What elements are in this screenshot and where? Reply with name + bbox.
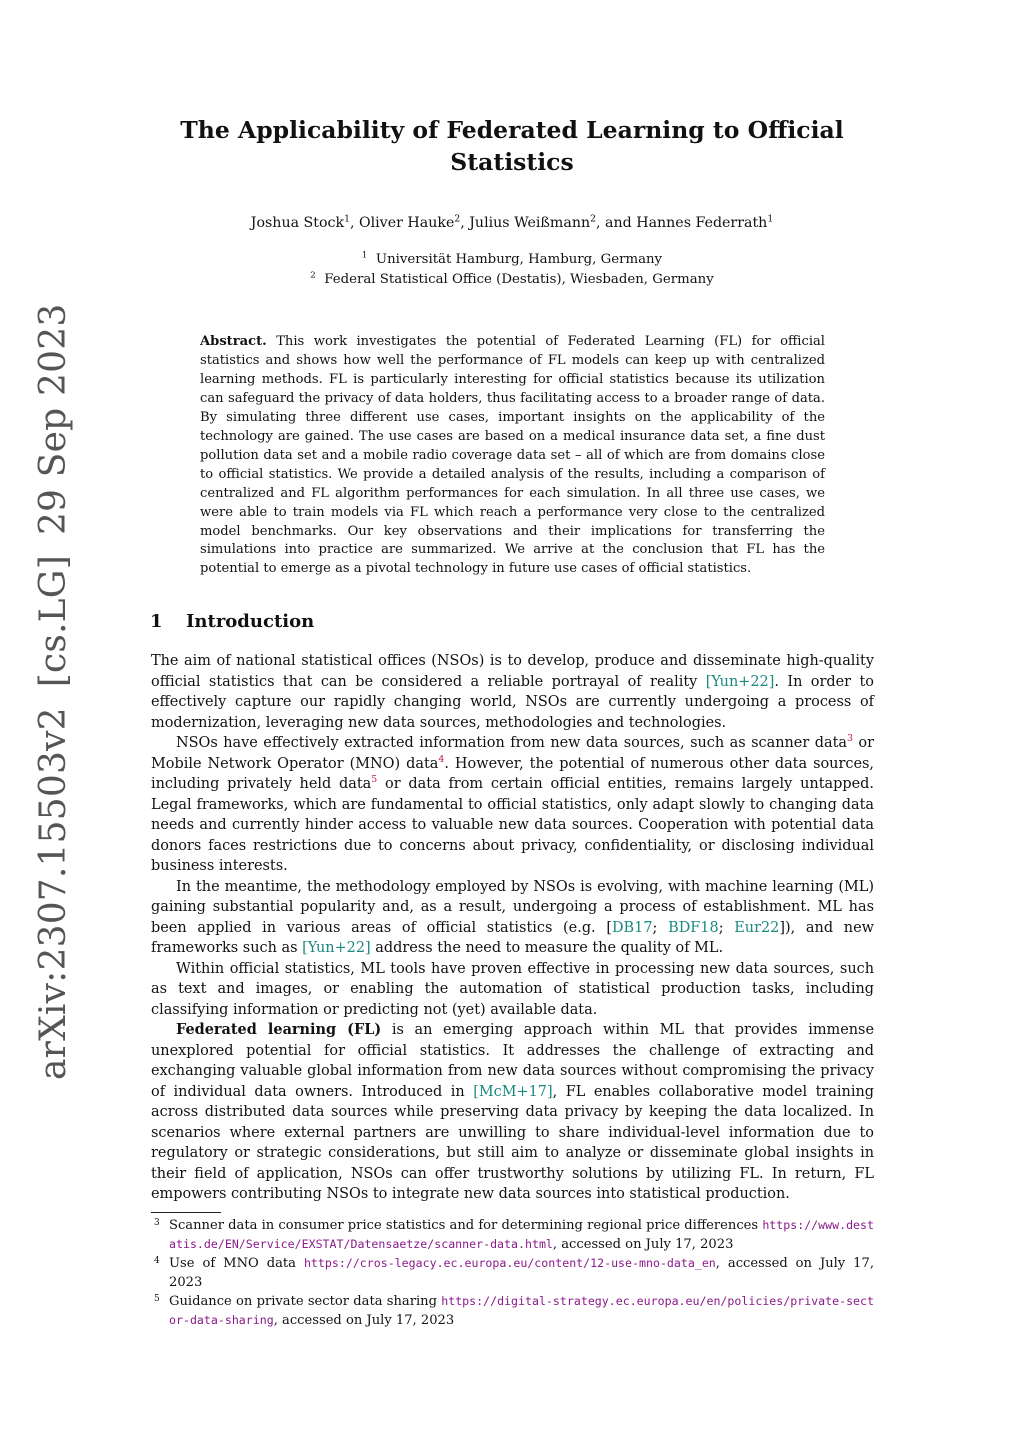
affiliation-line bbox=[150, 250, 874, 270]
footnote bbox=[151, 1216, 874, 1254]
footnote-text: , accessed on July 17, 2023 bbox=[552, 1237, 734, 1252]
paragraph-text: NSOs have effectively extracted information from new data sources, such as scanner data bbox=[176, 735, 847, 751]
author-name: Julius Weißmann bbox=[469, 215, 591, 231]
arxiv-side-stamp bbox=[33, 284, 74, 1080]
paper-title bbox=[150, 114, 874, 178]
footnote-number: 3 bbox=[154, 1218, 160, 1228]
paragraph: Within official statistics, ML tools have proven effective in processing new data sources, such as text and images, or enabling the automation of statistical production tasks, including classifying information or predicting not (yet) available data. bbox=[151, 960, 874, 1018]
footnote-text: Use of MNO data bbox=[169, 1256, 304, 1271]
paragraph-text: , FL enables collaborative model training across distributed data sources while preserving data privacy by keeping the data localized. In scenarios where external partners are unwilling to share individual-level information due to regulatory or strategic considerations, but still aim to analyze or disseminate global insights in their field of application, NSOs can offer trustworthy solutions by utilizing FL. In return, FL empowers contributing NSOs to integrate new data sources into statistical production. bbox=[151, 1083, 874, 1202]
paragraph-text: . In order to effectively capture our rapidly changing world, NSOs are currently undergoing a process of modernization, leveraging new data sources, methodologies and technologies. bbox=[151, 673, 874, 731]
section-heading bbox=[150, 609, 314, 635]
section-title-text: Introduction bbox=[186, 611, 315, 632]
author-affil-mark: 2 bbox=[454, 213, 461, 225]
arxiv-date: 29 Sep 2023 bbox=[33, 303, 74, 536]
footnote-url-link[interactable]: https://digital-strategy.ec.europa.eu/en/policies/private-sector-data-sharing bbox=[169, 1294, 874, 1327]
abstract-text: This work investigates the potential of Federated Learning (FL) for official statistics and shows how well the performance of FL models can keep up with centralized learning methods. FL is particularly interesting for official statistics because its utilization can safeguard the privacy of data holders, thus facilitating access to a broader range of data. By simulating three different use cases, important insights on the applicability of the technology are gained. The use cases are based on a medical insurance data set, a fine dust pollution data set and a mobile radio coverage data set – all of which are from domains close to official statistics. We provide a detailed analysis of the results, including a comparison of centralized and FL algorithm performances for each simulation. In all three use cases, we were able to train models via FL which reach a performance very close to the centralized model benchmarks. Our key observations and their implications for transferring the simulations into practice are summarized. We arrive at the conclusion that FL has the potential to emerge as a pivotal technology in future use cases of official statistics. bbox=[200, 334, 825, 577]
footnote-text: , accessed on July 17, 2023 bbox=[273, 1313, 455, 1328]
author-name: Hannes Federrath bbox=[636, 215, 768, 231]
citation-link[interactable]: [Yun+22] bbox=[705, 673, 775, 690]
arxiv-id: arXiv:2307.15503v2 bbox=[33, 707, 74, 1080]
footnote-ref-link[interactable]: 3 bbox=[846, 733, 853, 745]
footnote-text: , accessed on July 17, 2023 bbox=[169, 1256, 874, 1290]
affiliation-text: Universität Hamburg, Hamburg, Germany bbox=[375, 252, 663, 267]
paragraph-text: The aim of national statistical offices (NSOs) is to develop, produce and disseminate high-quality official statistics that can be considered a reliable portrayal of reality bbox=[151, 653, 874, 690]
footnote-url-link[interactable]: https://cros-legacy.ec.europa.eu/content/12-use-mno-data_en bbox=[303, 1256, 716, 1270]
affiliation-number: 2 bbox=[310, 270, 316, 281]
affiliation-text: Federal Statistical Office (Destatis), Wiesbaden, Germany bbox=[324, 271, 714, 287]
paragraph-text: ]), and new frameworks such as bbox=[151, 919, 874, 956]
affiliation-number: 1 bbox=[361, 250, 368, 261]
footnote-divider bbox=[151, 1212, 221, 1213]
author-name: Joshua Stock bbox=[250, 215, 345, 231]
footnote-text: Guidance on private sector data sharing bbox=[169, 1294, 442, 1309]
section-number: 1 bbox=[150, 611, 163, 632]
introduction-body bbox=[151, 651, 874, 1205]
paragraph-text: address the need to measure the quality of ML. bbox=[370, 940, 724, 956]
author-separator: , bbox=[349, 215, 359, 231]
author-affil-mark: 2 bbox=[590, 213, 596, 225]
footnote-text: Scanner data in consumer price statistics and for determining regional price differences bbox=[169, 1218, 763, 1233]
paragraph bbox=[151, 733, 874, 877]
footnote-number: 4 bbox=[154, 1256, 160, 1266]
paragraph bbox=[151, 1020, 874, 1205]
footnote bbox=[151, 1254, 874, 1292]
footnote-url-link[interactable]: https://www.destatis.de/EN/Service/EXSTAT/Datensaetze/scanner-data.html bbox=[169, 1218, 874, 1251]
citation-link[interactable]: BDF18 bbox=[668, 919, 719, 936]
paragraph-text: ; bbox=[718, 919, 735, 936]
author-name: Oliver Hauke bbox=[358, 215, 455, 231]
affiliations bbox=[150, 250, 874, 289]
paragraph-text: . However, the potential of numerous other data sources, including privately held data bbox=[151, 755, 874, 792]
paragraph-text: ; bbox=[652, 919, 669, 936]
paragraph-text: or data from certain official entities, remains largely untapped. Legal frameworks, which are fundamental to official statistics, only adapt slowly to changing data needs and currently hinder access to valuable new data sources. Cooperation with potential data donors faces restrictions due to concerns about privacy, confidentiality, or disclosing individual business interests. bbox=[151, 776, 874, 874]
paragraph-text: In the meantime, the methodology employed by NSOs is evolving, with machine learning (ML) gaining substantial popularity and, as a result, undergoing a process of establishment. ML has been applied in various areas of official statistics (e.g. [ bbox=[151, 878, 874, 936]
author-list bbox=[150, 212, 874, 234]
footnote bbox=[151, 1292, 874, 1330]
footnote-number: 5 bbox=[154, 1294, 160, 1304]
paragraph-text: is an emerging approach within ML that provides immense unexplored potential for official statistics. It addresses the challenge of extracting and exchanging valuable global information from new data sources without compromising the privacy of individual data owners. Introduced in bbox=[151, 1022, 874, 1100]
footnotes bbox=[151, 1216, 874, 1330]
bold-term: Federated learning (FL) bbox=[176, 1021, 382, 1038]
paragraph-text: or Mobile Network Operator (MNO) data bbox=[151, 735, 875, 772]
affiliation-line bbox=[150, 270, 874, 290]
footnote-ref-link[interactable]: 4 bbox=[438, 753, 445, 765]
abstract bbox=[200, 333, 825, 579]
arxiv-category: [cs.LG] bbox=[33, 555, 74, 688]
citation-link[interactable]: DB17 bbox=[611, 919, 653, 936]
citation-link[interactable]: [Yun+22] bbox=[302, 940, 371, 956]
citation-link[interactable]: [McM+17] bbox=[473, 1083, 553, 1100]
paragraph bbox=[151, 877, 874, 959]
title-line-2: Statistics bbox=[450, 148, 574, 176]
abstract-label: Abstract. bbox=[200, 334, 267, 349]
author-separator: , and bbox=[595, 215, 637, 231]
footnote-ref-link[interactable]: 5 bbox=[371, 774, 378, 786]
title-line-1: The Applicability of Federated Learning to Official bbox=[180, 116, 844, 144]
paragraph bbox=[151, 651, 874, 733]
author-separator: , bbox=[460, 215, 470, 231]
citation-link[interactable]: Eur22 bbox=[734, 919, 780, 936]
author-affil-mark: 1 bbox=[344, 213, 350, 225]
author-affil-mark: 1 bbox=[767, 213, 774, 225]
